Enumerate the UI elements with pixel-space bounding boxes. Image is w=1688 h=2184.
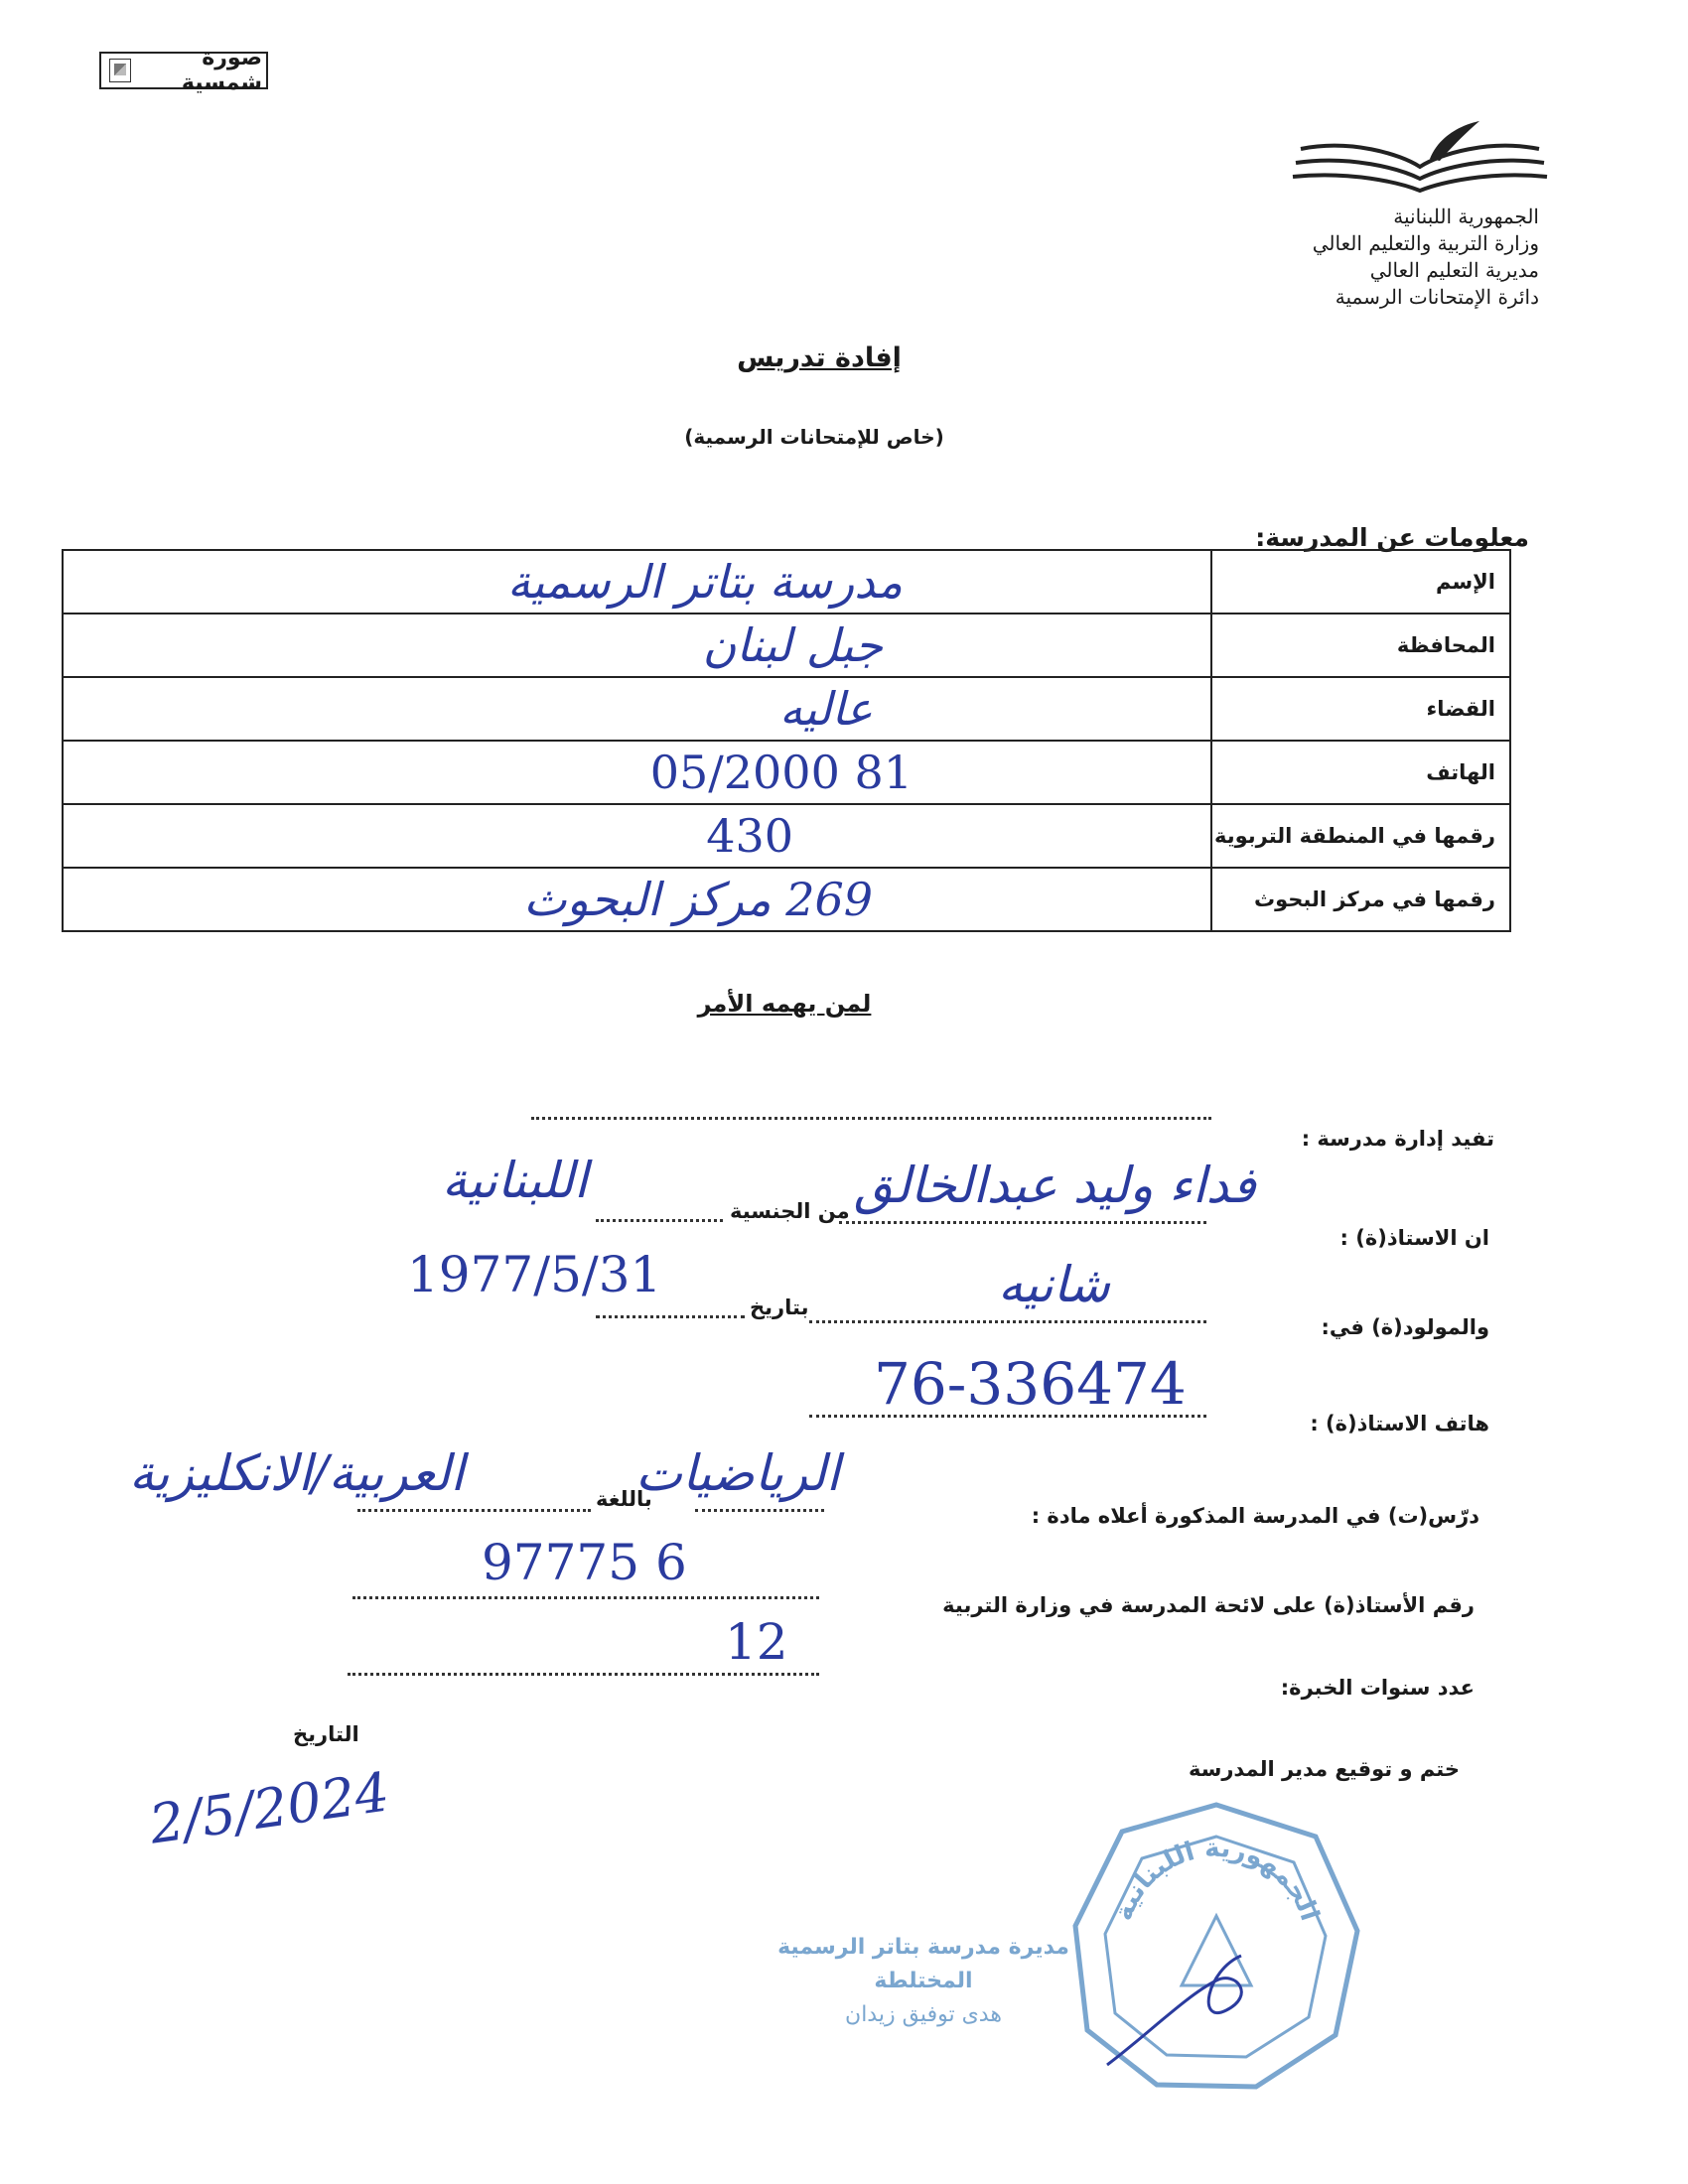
subject-label: درّس(ت) في المدرسة المذكورة أعلاه مادة :	[1031, 1504, 1479, 1528]
table-row	[63, 614, 1510, 677]
table-row	[63, 550, 1510, 614]
teacher-phone-label: هاتف الاستاذ(ة) :	[1310, 1412, 1489, 1435]
nationality-line	[596, 1219, 723, 1222]
table-row	[63, 804, 1510, 868]
nationality-label: من الجنسية	[730, 1199, 850, 1223]
image-icon	[109, 59, 131, 82]
section-heading: معلومات عن المدرسة:	[1255, 523, 1529, 552]
svg-text:الجمهورية اللبنانية	[1108, 1834, 1325, 1925]
birth-date-value: 1977/5/31	[407, 1246, 662, 1303]
governorate-label: المحافظة	[1211, 614, 1510, 677]
principal-name: هدى توفيق زيدان	[845, 2002, 1002, 2027]
birthplace-value: شانيه	[998, 1256, 1110, 1313]
school-admin-line	[531, 1117, 1211, 1120]
table-row	[63, 741, 1510, 804]
header-line: وزارة التربية والتعليم العالي	[1312, 231, 1539, 255]
nationality-value: اللبنانية	[442, 1152, 588, 1209]
signature-date-value: 2/5/2024	[145, 1760, 393, 1856]
ministry-number-line	[352, 1596, 819, 1599]
date-label: بتاريخ	[750, 1296, 809, 1319]
experience-value: 12	[725, 1613, 788, 1671]
stamp-text: الجمهورية اللبنانية	[1108, 1833, 1325, 1925]
teacher-phone-value: 76-336474	[874, 1350, 1187, 1418]
subject-line	[695, 1509, 824, 1512]
research-number-value: 269 مركز البحوث	[63, 868, 1211, 931]
phone-label: الهاتف	[1211, 741, 1510, 804]
district-value: عاليه	[63, 677, 1211, 741]
experience-line	[348, 1673, 819, 1676]
research-number-label: رقمها في مركز البحوث	[1211, 868, 1510, 931]
phone-value: 05/2000 81	[63, 741, 1211, 804]
born-label: والمولود(ة) في:	[1321, 1315, 1489, 1339]
photo-label: صورة شمسية	[181, 46, 262, 95]
table-row	[63, 868, 1510, 931]
ministry-number-value: 97775 6	[482, 1534, 687, 1591]
date-heading: التاريخ	[293, 1722, 359, 1746]
region-number-label: رقمها في المنطقة التربوية	[1211, 804, 1510, 868]
governorate-value: جبل لبنان	[63, 614, 1211, 677]
experience-label: عدد سنوات الخبرة:	[1280, 1676, 1475, 1700]
document-title: إفادة تدريس	[737, 342, 902, 373]
header-line: دائرة الإمتحانات الرسمية	[1335, 285, 1539, 309]
header-line: مديرية التعليم العالي	[1369, 258, 1539, 282]
language-line	[357, 1509, 591, 1512]
district-label: القضاء	[1211, 677, 1510, 741]
school-info-table	[62, 549, 1511, 932]
teacher-label: ان الاستاذ(ة) :	[1339, 1226, 1489, 1250]
date-line	[596, 1315, 745, 1318]
principal-stamp	[774, 1931, 1072, 2032]
ministry-number-label: رقم الأستاذ(ة) على لائحة المدرسة في وزارة التربية	[942, 1593, 1475, 1617]
born-line	[809, 1320, 1206, 1323]
document-subtitle: (خاص للإمتحانات الرسمية)	[684, 425, 944, 449]
table-row	[63, 677, 1510, 741]
school-admin-label: تفيد إدارة مدرسة :	[1301, 1127, 1494, 1151]
language-label: باللغة	[596, 1487, 652, 1511]
ministry-logo	[1291, 119, 1549, 199]
photo-placeholder	[99, 46, 268, 95]
school-stamp	[1067, 1797, 1365, 2095]
principal-title: مديرة مدرسة بتاتر الرسمية المختلطة	[777, 1935, 1069, 1993]
school-name-label: الإسم	[1211, 550, 1510, 614]
subject-value: الرياضيات	[635, 1444, 840, 1502]
signature-label: ختم و توقيع مدير المدرسة	[1188, 1757, 1460, 1781]
header-line: الجمهورية اللبنانية	[1393, 205, 1539, 228]
school-name-value: مدرسة بتاتر الرسمية	[63, 550, 1211, 614]
to-whom-heading: لمن يهمه الأمر	[697, 990, 872, 1018]
teacher-name: فداء وليد عبدالخالق	[854, 1157, 1256, 1214]
teacher-line	[839, 1221, 1206, 1224]
ministry-header	[1182, 204, 1539, 311]
language-value: العربية/الانكليزية	[129, 1444, 465, 1502]
region-number-value: 430	[63, 804, 1211, 868]
